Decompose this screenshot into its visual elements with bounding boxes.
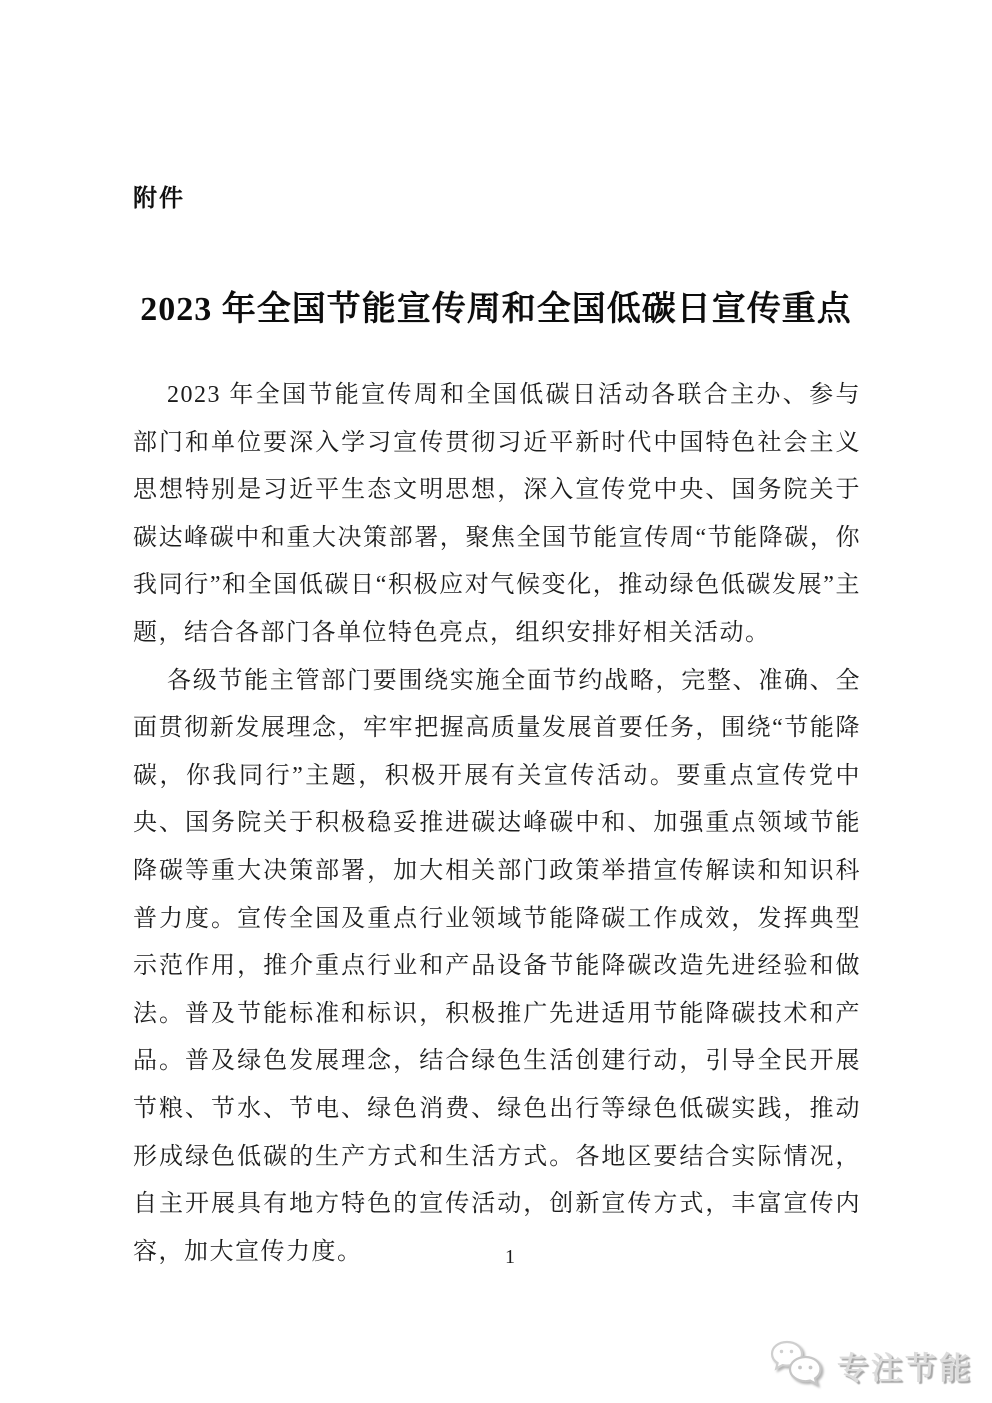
watermark <box>769 1340 973 1390</box>
paragraph-2: 各级节能主管部门要围绕实施全面节约战略，完整、准确、全面贯彻新发展理念，牢牢把握高质量发展首要任务，围绕“节能降碳，你我同行”主题，积极开展有关宣传活动。要重点宣传党中央、国务院关于积极稳妥推进碳达峰碳中和、加强重点领域节能降碳等重大决策部署，加大相关部门政策举措宣传解读和知识科普力度。宣传全国及重点行业领域节能降碳工作成效，发挥典型示范作用，推介重点行业和产品设备节能降碳改造先进经验和做法。普及节能标准和标识，积极推广先进适用节能降碳技术和产品。普及绿色发展理念，结合绿色生活创建行动，引导全民开展节粮、节水、节电、绿色消费、绿色出行等绿色低碳实践，推动形成绿色低碳的生产方式和生活方式。各地区要结合实际情况，自主开展具有地方特色的宣传活动，创新宣传方式，丰富宣传内容，加大宣传力度。 <box>133 667 861 1265</box>
document-title: 2023 年全国节能宣传周和全国低碳日宣传重点 <box>140 290 852 328</box>
paragraph-1: 2023 年全国节能宣传周和全国低碳日活动各联合主办、参与部门和单位要深入学习宣传贯彻习近平新时代中国特色社会主义思想特别是习近平生态文明思想，深入宣传党中央、国务院关于碳达峰碳中和重大决策部署，聚焦全国节能宣传周“节能降碳，你我同行”和全国低碳日“积极应对气候变化，推动绿色低碳发展”主题，结合各部门各单位特色亮点，组织安排好相关活动。 <box>133 382 861 646</box>
document-body <box>133 372 861 1276</box>
page-number: 1 <box>505 1246 515 1268</box>
wechat-icon <box>769 1340 825 1390</box>
attachment-label: 附件 <box>133 185 185 212</box>
watermark-text: 专注节能 <box>837 1350 973 1386</box>
